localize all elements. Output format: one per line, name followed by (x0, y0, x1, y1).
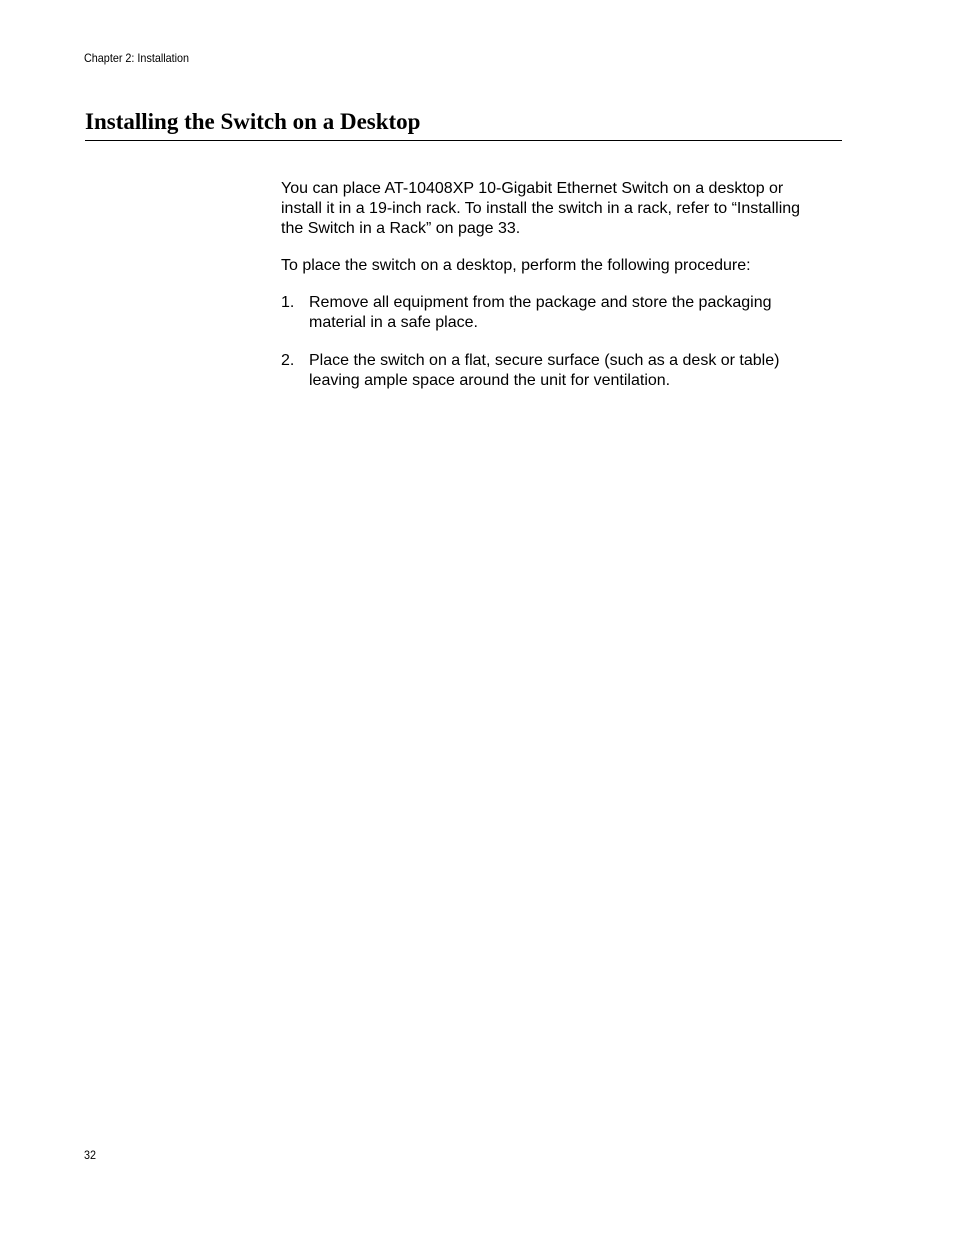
title-rule (85, 140, 842, 141)
step-number: 1. (281, 294, 295, 311)
step-line: Remove all equipment from the package and store the packaging (309, 294, 772, 311)
step-number: 2. (281, 352, 295, 369)
intro-line: the Switch in a Rack” on page 33. (281, 220, 521, 237)
intro-line: install it in a 19-inch rack. To install the switch in a rack, refer to “Installing (281, 200, 801, 217)
body-text (281, 179, 846, 409)
procedure-step (281, 351, 846, 391)
procedure-step (281, 293, 846, 333)
intro-line: You can place AT-10408XP 10-Gigabit Ethernet Switch on a desktop or (281, 180, 784, 197)
procedure-lead: To place the switch on a desktop, perform the following procedure: (281, 257, 751, 274)
section-title: Installing the Switch on a Desktop (85, 109, 421, 134)
step-text (309, 351, 846, 391)
intro-paragraph (281, 179, 846, 239)
step-text (309, 293, 846, 333)
running-header: Chapter 2: Installation (84, 51, 190, 65)
page-number: 32 (84, 1148, 97, 1162)
step-line: material in a safe place. (309, 314, 478, 331)
step-line: Place the switch on a flat, secure surface (such as a desk or table) (309, 352, 780, 369)
procedure-steps (281, 293, 846, 391)
step-line: leaving ample space around the unit for ventilation. (309, 372, 671, 389)
